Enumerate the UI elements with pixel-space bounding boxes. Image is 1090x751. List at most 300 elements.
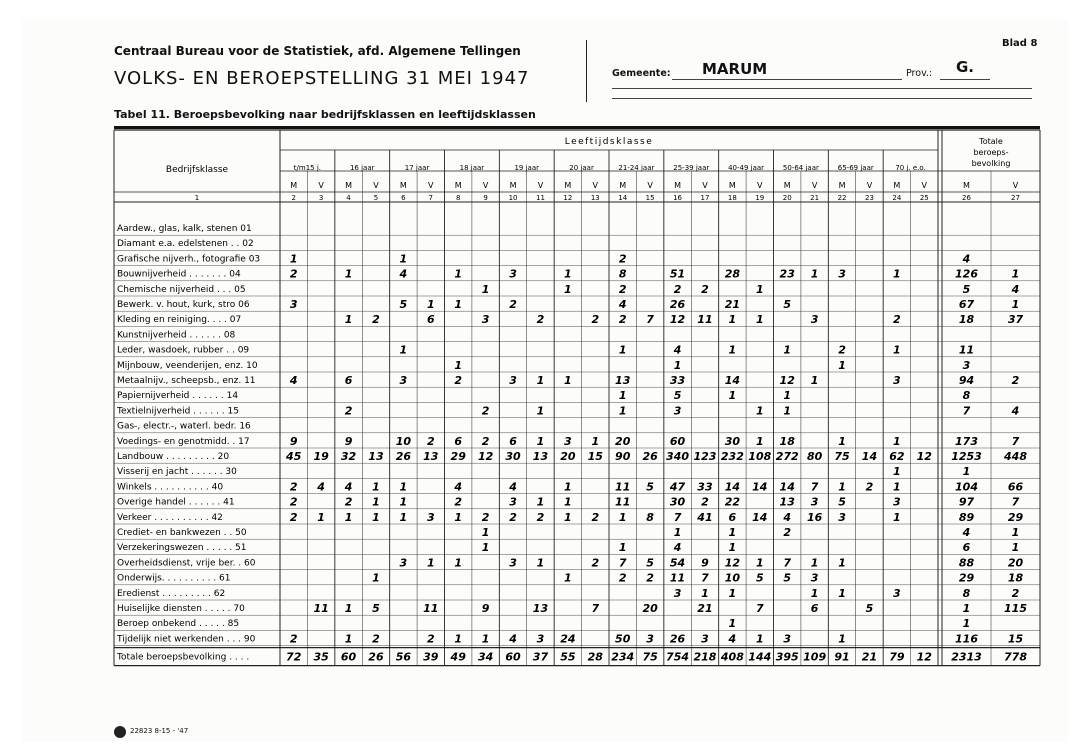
col-number: 11 xyxy=(535,194,545,202)
cell-value: 3 xyxy=(509,495,517,509)
sex-label-m: M xyxy=(674,181,681,190)
age-group-label: 19 jaar xyxy=(514,164,540,172)
cell-value: 4 xyxy=(962,252,971,266)
cell-value: 1 xyxy=(962,465,971,479)
col-number: 27 xyxy=(1011,194,1020,202)
cell-value: 2 xyxy=(701,495,709,509)
cell-value: 2 xyxy=(618,252,627,266)
cell-value: 1 xyxy=(399,495,408,509)
row-label: Landbouw . . . . . . . . . 20 xyxy=(117,452,230,462)
cell-value: 23 xyxy=(779,267,795,281)
total-value: 39 xyxy=(423,650,439,664)
cell-value: 1 xyxy=(838,358,846,372)
col-number: 17 xyxy=(700,194,710,202)
col-number: 24 xyxy=(892,194,902,202)
cell-value: 1 xyxy=(838,480,846,494)
cell-value: 14 xyxy=(861,450,878,463)
cell-value: 3 xyxy=(893,374,901,387)
cell-value: 1 xyxy=(454,298,463,311)
cell-value: 3 xyxy=(481,313,490,327)
cell-value: 1 xyxy=(755,313,764,327)
sex-label-m: M xyxy=(509,181,517,190)
cell-value: 11 xyxy=(615,495,631,509)
sex-label-v: V xyxy=(702,181,708,190)
cell-value: 1 xyxy=(344,313,353,327)
cell-value: 2 xyxy=(372,632,380,646)
cell-value: 5 xyxy=(399,298,408,311)
cell-value: 272 xyxy=(775,450,799,463)
age-group-label: 65-69 jaar xyxy=(837,164,874,172)
row-label: Verkeer . . . . . . . . . . 42 xyxy=(117,512,223,523)
cell-value: 2 xyxy=(481,434,490,448)
cell-value: 24 xyxy=(560,632,576,646)
cell-value: 1 xyxy=(838,586,846,600)
row-label: Gas-, electr.-, waterl. bedr. 16 xyxy=(117,421,251,432)
cell-value: 7 xyxy=(755,602,764,615)
sex-label-m: M xyxy=(399,181,407,190)
cell-value: 6 xyxy=(344,374,353,387)
cell-value: 8 xyxy=(962,586,971,600)
cell-value: 3 xyxy=(893,495,901,509)
cell-value: 1 xyxy=(454,267,463,281)
cell-value: 1 xyxy=(372,510,380,524)
cell-value: 18 xyxy=(1007,571,1024,585)
col-number: 12 xyxy=(563,194,573,202)
cell-value: 1 xyxy=(454,510,463,524)
cell-value: 3 xyxy=(509,267,517,281)
cell-value: 7 xyxy=(646,313,654,327)
cell-value: 11 xyxy=(697,313,713,327)
cell-value: 1 xyxy=(618,541,627,555)
row-label: Diamant e.a. edelstenen . . 02 xyxy=(117,239,254,250)
cell-value: 1 xyxy=(673,358,682,372)
cell-value: 3 xyxy=(399,374,408,387)
cell-value: 1 xyxy=(1011,267,1020,281)
cell-value: 1 xyxy=(372,480,380,494)
sex-label-v: V xyxy=(592,181,599,190)
cell-value: 2 xyxy=(1011,586,1020,600)
cell-value: 62 xyxy=(889,450,905,463)
cell-value: 4 xyxy=(1011,282,1020,296)
cell-value: 11 xyxy=(313,602,329,615)
col-number: 8 xyxy=(455,194,461,202)
cell-value: 3 xyxy=(536,632,545,646)
cell-value: 54 xyxy=(669,556,686,570)
cell-value: 1 xyxy=(536,434,545,448)
cell-value: 1 xyxy=(893,434,901,448)
cell-value: 4 xyxy=(509,632,517,646)
cell-value: 1 xyxy=(564,571,572,585)
cell-value: 13 xyxy=(368,450,384,463)
cell-value: 2 xyxy=(509,298,517,311)
cell-value: 14 xyxy=(724,480,741,494)
cell-value: 1 xyxy=(372,495,380,509)
cell-value: 4 xyxy=(509,480,517,494)
cell-value: 1 xyxy=(618,343,627,357)
cell-value: 29 xyxy=(958,571,975,585)
cell-value: 1 xyxy=(810,556,819,570)
cell-value: 26 xyxy=(642,450,658,463)
cell-value: 26 xyxy=(669,298,686,311)
cell-value: 1 xyxy=(564,267,572,281)
total-sex-m: M xyxy=(963,181,970,190)
cell-value: 1 xyxy=(536,556,545,570)
cell-value: 7 xyxy=(618,556,627,570)
cell-value: 2 xyxy=(289,495,298,509)
total-value: 754 xyxy=(666,650,690,664)
cell-value: 14 xyxy=(724,374,741,387)
total-label: Totale beroepsbevolking . . . . xyxy=(117,652,250,663)
cell-value: 28 xyxy=(724,267,741,281)
cell-value: 3 xyxy=(810,495,819,509)
cell-value: 11 xyxy=(958,343,975,357)
cell-value: 2 xyxy=(481,510,490,524)
cell-value: 1 xyxy=(481,632,490,646)
cell-value: 1 xyxy=(728,313,737,327)
cell-value: 11 xyxy=(423,602,439,615)
cell-value: 1 xyxy=(783,389,792,403)
sex-label-m: M xyxy=(783,181,791,190)
cell-value: 30 xyxy=(505,450,521,463)
col-number: 16 xyxy=(673,194,683,202)
col-number: 9 xyxy=(483,194,488,202)
cell-value: 1 xyxy=(344,510,353,524)
cell-value: 5 xyxy=(865,602,874,615)
total-value: 91 xyxy=(834,650,850,664)
cell-value: 1 xyxy=(399,343,408,357)
sex-label-m: M xyxy=(728,181,736,190)
cell-value: 7 xyxy=(673,510,682,524)
cell-value: 4 xyxy=(399,267,408,281)
sex-label-v: V xyxy=(482,181,489,190)
cell-value: 2 xyxy=(591,556,600,570)
cell-value: 15 xyxy=(587,450,603,463)
col-number: 14 xyxy=(618,194,628,202)
total-value: 60 xyxy=(505,650,521,664)
cell-value: 33 xyxy=(669,374,686,387)
cell-value: 4 xyxy=(317,480,325,494)
cell-value: 50 xyxy=(615,632,631,646)
total-value: 72 xyxy=(286,650,302,664)
cell-value: 5 xyxy=(673,389,682,403)
age-group-label: 25-39 jaar xyxy=(673,164,710,172)
cell-value: 1 xyxy=(344,632,353,646)
total-value: 55 xyxy=(560,650,576,664)
cell-value: 3 xyxy=(426,510,435,524)
cell-value: 1 xyxy=(372,571,380,585)
cell-value: 10 xyxy=(724,571,741,585)
col-number: 19 xyxy=(755,194,765,202)
cell-value: 2 xyxy=(893,313,901,327)
row-label: Visserij en jacht . . . . . . 30 xyxy=(117,467,237,478)
age-group-label: t/m15 j. xyxy=(293,164,322,172)
cell-value: 1 xyxy=(536,404,545,418)
cell-value: 5 xyxy=(838,495,846,509)
cell-value: 12 xyxy=(779,374,795,387)
total-sex-v: V xyxy=(1012,181,1019,190)
cell-value: 4 xyxy=(783,510,792,524)
cell-value: 7 xyxy=(591,602,600,615)
col-number: 10 xyxy=(508,194,518,202)
cell-value: 1 xyxy=(962,617,971,631)
cell-value: 1 xyxy=(755,282,764,296)
cell-value: 90 xyxy=(615,450,631,463)
cell-value: 5 xyxy=(646,480,654,494)
cell-value: 3 xyxy=(673,586,682,600)
cell-value: 4 xyxy=(673,541,682,555)
cell-value: 21 xyxy=(724,298,741,311)
cell-value: 116 xyxy=(955,632,978,646)
col-number: 2 xyxy=(291,194,296,202)
cell-value: 97 xyxy=(958,495,975,509)
col-number: 1 xyxy=(194,194,200,202)
cell-value: 16 xyxy=(806,510,823,524)
totale-header: beroeps- xyxy=(973,148,1009,157)
cell-value: 3 xyxy=(673,404,682,418)
cell-value: 88 xyxy=(958,556,975,570)
cell-value: 3 xyxy=(289,298,298,311)
cell-value: 1253 xyxy=(951,450,982,463)
cell-value: 3 xyxy=(399,556,408,570)
cell-value: 2 xyxy=(865,480,874,494)
total-value: 49 xyxy=(450,650,466,664)
cell-value: 4 xyxy=(344,480,353,494)
cell-value: 1 xyxy=(481,282,490,296)
age-group-label: 16 jaar xyxy=(349,164,375,172)
cell-value: 2 xyxy=(344,404,353,418)
cell-value: 10 xyxy=(395,434,412,448)
cell-value: 2 xyxy=(289,267,298,281)
cell-value: 1 xyxy=(564,495,572,509)
cell-value: 30 xyxy=(669,495,686,509)
cell-value: 2 xyxy=(618,571,627,585)
cell-value: 1 xyxy=(481,541,490,555)
cell-value: 2 xyxy=(838,343,846,357)
cell-value: 5 xyxy=(783,298,792,311)
cell-value: 123 xyxy=(693,450,717,463)
cell-value: 13 xyxy=(532,450,549,463)
cell-value: 1 xyxy=(838,632,846,646)
cell-value: 66 xyxy=(1007,480,1024,494)
cell-value: 2 xyxy=(289,632,298,646)
cell-value: 67 xyxy=(958,298,975,311)
col-number: 22 xyxy=(837,194,847,202)
cell-value: 1 xyxy=(783,343,792,357)
cell-value: 5 xyxy=(783,571,792,585)
cell-value: 9 xyxy=(481,602,490,615)
cell-value: 1 xyxy=(564,374,572,387)
row-label: Leder, wasdoek, rubber . . 09 xyxy=(117,345,250,356)
cell-value: 3 xyxy=(701,632,709,646)
row-label: Huiselijke diensten . . . . . 70 xyxy=(117,604,245,614)
cell-value: 1 xyxy=(810,374,819,387)
sex-label-m: M xyxy=(838,181,846,190)
cell-value: 4 xyxy=(289,374,298,387)
table-title: Tabel 11. Beroepsbevolking naar bedrijfsklassen en leeftijdsklassen xyxy=(114,108,536,121)
cell-value: 1 xyxy=(618,404,627,418)
row-label: Bouwnijverheid . . . . . . . 04 xyxy=(117,269,241,280)
cell-value: 1 xyxy=(317,510,325,524)
sex-label-m: M xyxy=(893,181,901,190)
cell-value: 12 xyxy=(669,313,686,327)
total-value: 2313 xyxy=(951,650,982,664)
cell-value: 21 xyxy=(697,602,713,615)
cell-value: 20 xyxy=(642,602,658,615)
cell-value: 2 xyxy=(536,510,545,524)
cell-value: 1 xyxy=(893,465,901,479)
cell-value: 41 xyxy=(697,510,713,524)
cell-value: 1 xyxy=(399,252,408,266)
row-label: Kleding en reiniging. . . . 07 xyxy=(117,315,242,326)
row-label: Tijdelijk niet werkenden . . . 90 xyxy=(117,634,256,645)
total-value: 21 xyxy=(861,650,878,664)
cell-value: 126 xyxy=(955,267,978,281)
cell-value: 20 xyxy=(1007,556,1024,570)
col-number: 5 xyxy=(373,194,379,202)
sex-label-m: M xyxy=(564,181,572,190)
cell-value: 3 xyxy=(564,434,572,448)
cell-value: 12 xyxy=(724,556,741,570)
cell-value: 2 xyxy=(591,313,600,327)
cell-value: 1 xyxy=(728,343,737,357)
cell-value: 1 xyxy=(893,343,901,357)
cell-value: 1 xyxy=(962,602,971,615)
row-label: Verzekeringswezen . . . . . 51 xyxy=(117,543,247,554)
cell-value: 1 xyxy=(755,404,764,418)
cell-value: 12 xyxy=(477,450,494,463)
cell-value: 1 xyxy=(591,434,600,448)
cell-value: 1 xyxy=(481,526,490,539)
cell-value: 2 xyxy=(372,313,380,327)
row-label: Overheidsdienst, vrije ber. . 60 xyxy=(117,558,256,569)
cell-value: 5 xyxy=(646,556,654,570)
total-value: 75 xyxy=(642,650,658,664)
cell-value: 1 xyxy=(426,556,435,570)
cell-value: 7 xyxy=(1011,434,1020,448)
cell-value: 18 xyxy=(958,313,975,327)
cell-value: 2 xyxy=(591,510,600,524)
cell-value: 108 xyxy=(748,450,772,463)
cbs-logo-icon xyxy=(114,726,126,738)
cell-value: 1 xyxy=(399,510,408,524)
cell-value: 22 xyxy=(724,495,741,509)
total-value: 109 xyxy=(803,650,827,664)
row-label: Kunstnijverheid . . . . . . 08 xyxy=(117,330,236,341)
sex-label-v: V xyxy=(428,181,434,190)
cell-value: 5 xyxy=(962,282,971,296)
cell-value: 1 xyxy=(755,434,764,448)
cell-value: 3 xyxy=(646,632,654,646)
cell-value: 1 xyxy=(536,495,545,509)
cell-value: 8 xyxy=(646,510,654,524)
row-label: Onderwijs. . . . . . . . . . 61 xyxy=(117,573,231,584)
cell-value: 1 xyxy=(838,556,846,570)
cell-value: 6 xyxy=(426,313,435,327)
cell-value: 33 xyxy=(697,480,713,494)
cell-value: 2 xyxy=(536,313,545,327)
cell-value: 5 xyxy=(755,571,764,585)
row-label: Textielnijverheid . . . . . . 15 xyxy=(117,406,239,417)
cell-value: 4 xyxy=(1011,404,1020,418)
cell-value: 4 xyxy=(673,343,682,357)
total-value: 395 xyxy=(775,650,799,664)
cell-value: 2 xyxy=(481,404,490,418)
cell-value: 11 xyxy=(615,480,631,494)
row-label: Grafische nijverh., fotografie 03 xyxy=(117,254,261,265)
row-label: Beroep onbekend . . . . . 85 xyxy=(117,619,240,630)
cell-value: 2 xyxy=(673,282,682,296)
cell-value: 1 xyxy=(618,389,627,403)
cell-value: 13 xyxy=(615,374,631,387)
cell-value: 232 xyxy=(720,450,744,463)
cell-value: 1 xyxy=(838,434,846,448)
cell-value: 2 xyxy=(701,282,709,296)
cell-value: 1 xyxy=(344,267,353,281)
cell-value: 37 xyxy=(1007,313,1024,327)
cell-value: 2 xyxy=(426,434,435,448)
row-label: Bewerk. v. hout, kurk, stro 06 xyxy=(117,300,250,310)
sex-label-v: V xyxy=(866,181,873,190)
cell-value: 2 xyxy=(618,313,627,327)
col-number: 25 xyxy=(919,194,929,202)
total-value: 234 xyxy=(611,650,635,664)
total-value: 408 xyxy=(720,650,744,664)
cell-value: 6 xyxy=(728,510,737,524)
cell-value: 14 xyxy=(779,480,795,494)
cell-value: 2 xyxy=(289,480,298,494)
cell-value: 1 xyxy=(454,556,463,570)
cell-value: 1 xyxy=(426,298,435,311)
cell-value: 6 xyxy=(454,434,463,448)
cell-value: 14 xyxy=(752,510,768,524)
row-label: Metaalnijv., scheepsb., enz. 11 xyxy=(117,376,256,386)
cell-value: 6 xyxy=(962,541,971,555)
cell-value: 115 xyxy=(1004,602,1027,615)
bureau-name: Centraal Bureau voor de Statistiek, afd. Algemene Tellingen xyxy=(114,44,521,58)
cell-value: 80 xyxy=(806,450,823,463)
totale-header: bevolking xyxy=(971,159,1011,168)
prov-label: Prov.: xyxy=(906,68,933,79)
age-group-label: 21-24 jaar xyxy=(618,164,655,172)
row-label: Voedings- en genotmidd. . 17 xyxy=(117,436,250,447)
form-code: 22823 8-15 - '47 xyxy=(130,727,189,735)
col-number: 7 xyxy=(428,194,434,202)
cell-value: 2 xyxy=(1011,374,1020,387)
row-label: Eredienst . . . . . . . . . 62 xyxy=(117,588,226,599)
cell-value: 340 xyxy=(666,450,690,463)
cell-value: 18 xyxy=(779,434,795,448)
cell-value: 29 xyxy=(450,450,466,463)
col-number: 13 xyxy=(590,194,600,202)
col-number: 26 xyxy=(962,194,971,202)
cell-value: 13 xyxy=(532,602,549,615)
cell-value: 94 xyxy=(958,374,975,387)
total-value: 778 xyxy=(1004,650,1027,664)
cell-value: 2 xyxy=(454,495,463,509)
cell-value: 2 xyxy=(646,571,654,585)
data-table xyxy=(22,20,1068,742)
cell-value: 1 xyxy=(564,480,572,494)
col-number: 21 xyxy=(810,194,820,202)
cell-value: 2 xyxy=(509,510,517,524)
totale-header: Totale xyxy=(979,137,1003,146)
cell-value: 2 xyxy=(618,282,627,296)
cell-value: 1 xyxy=(783,404,792,418)
cell-value: 1 xyxy=(810,586,819,600)
cell-value: 2 xyxy=(289,510,298,524)
cell-value: 3 xyxy=(893,586,901,600)
row-label: Mijnbouw, veenderijen, enz. 10 xyxy=(117,360,258,371)
